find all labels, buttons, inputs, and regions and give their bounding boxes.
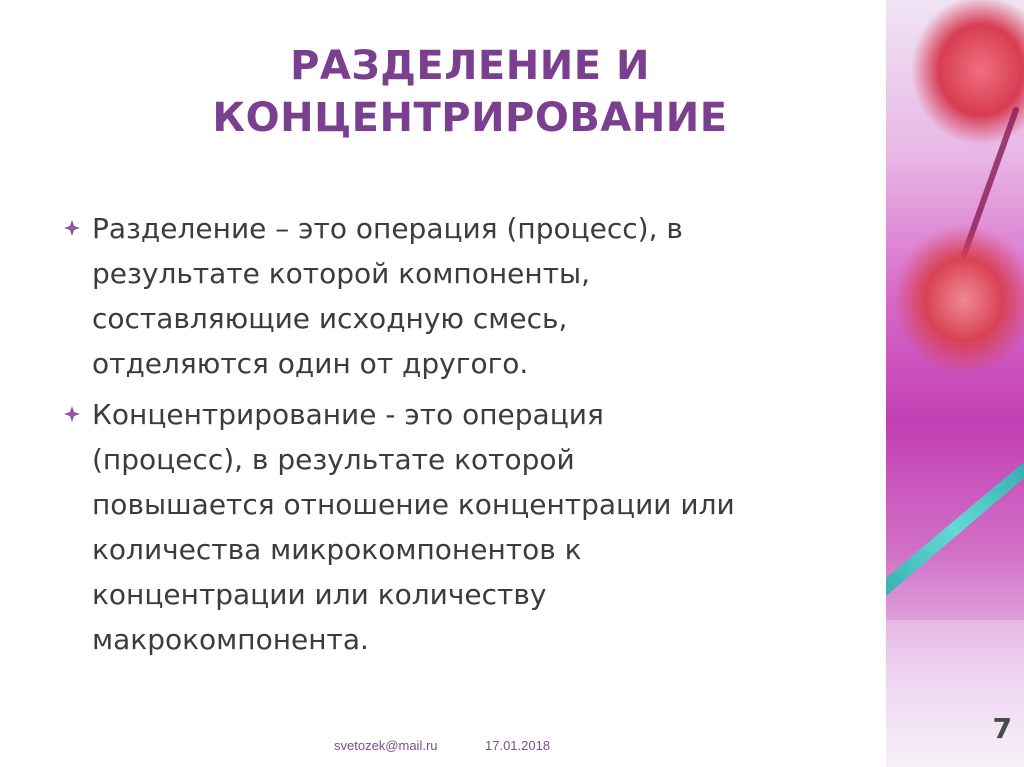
bullet-line: повышается отношение концентрации или [92, 488, 735, 521]
bullet-line: концентрации или количеству [92, 578, 547, 611]
bullet-line: Разделение – это операция (процесс), в [92, 212, 683, 245]
bullet-text [92, 206, 862, 386]
decorative-image [886, 0, 1024, 767]
title-line-1: РАЗДЕЛЕНИЕ И [290, 43, 650, 89]
diamond-bullet-icon [62, 404, 82, 424]
bullet-line: составляющие исходную смесь, [92, 302, 568, 335]
bullet-line: (процесс), в результате которой [92, 443, 575, 476]
slide-title [150, 40, 790, 144]
slide-body [62, 206, 862, 668]
bullet-line: отделяются один от другого. [92, 347, 529, 380]
title-line-2: КОНЦЕНТРИРОВАНИЕ [212, 95, 728, 141]
diamond-bullet-icon [62, 218, 82, 238]
flower-decoration [886, 0, 1024, 767]
footer-date: 17.01.2018 [485, 738, 551, 753]
bullet-item-concentration [62, 392, 862, 662]
bullet-text [92, 392, 862, 662]
footer-email: svetozek@mail.ru [334, 738, 438, 753]
bullet-item-separation [62, 206, 862, 386]
bullet-line: Концентрирование - это операция [92, 398, 604, 431]
bullet-line: результате которой компоненты, [92, 257, 591, 290]
bullet-line: количества микрокомпонентов к [92, 533, 582, 566]
bullet-line: макрокомпонента. [92, 623, 369, 656]
page-number: 7 [992, 712, 1012, 745]
